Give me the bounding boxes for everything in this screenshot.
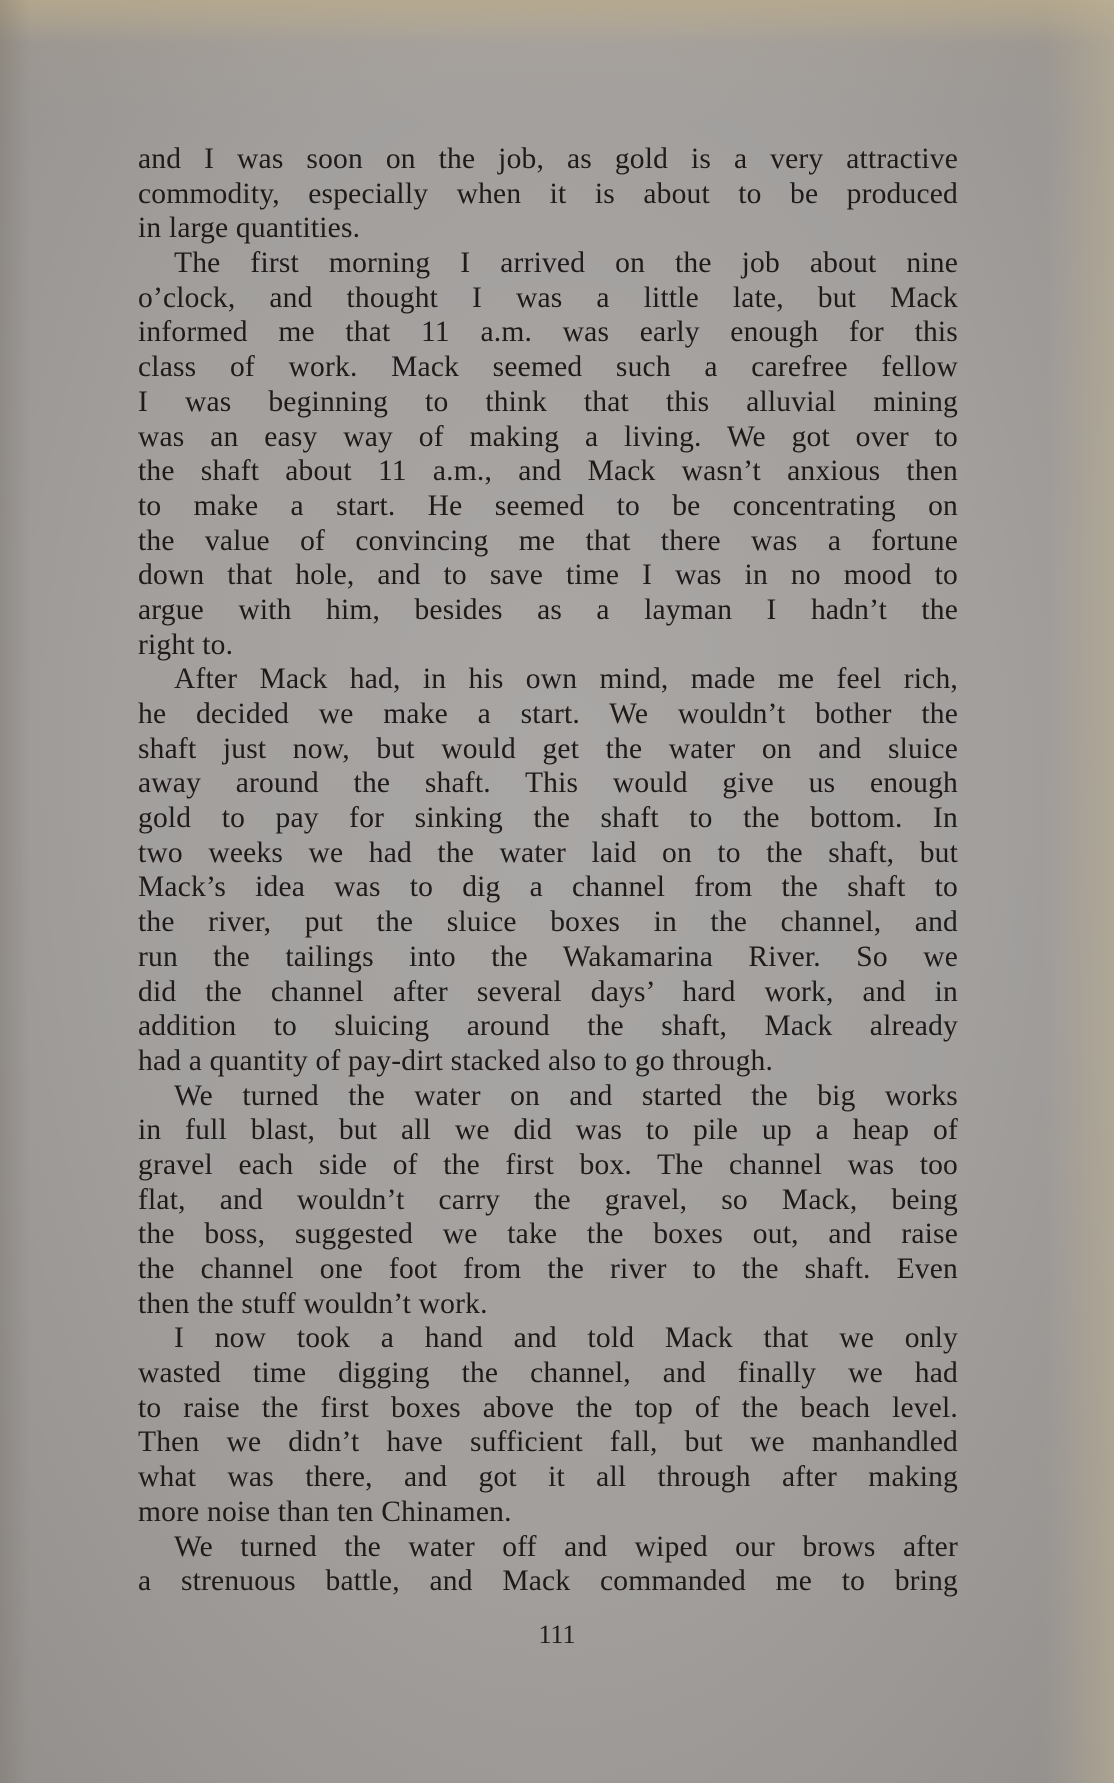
- text-line: The first morning I arrived on the job about nine: [174, 247, 958, 280]
- text-line: flat, and wouldn’t carry the gravel, so Mack, being: [138, 1183, 958, 1216]
- text-line: what was there, and got it all through after making: [138, 1461, 958, 1494]
- text-line: class of work. Mack seemed such a carefree fellow: [138, 351, 958, 384]
- text-line: away around the shaft. This would give us enough: [138, 767, 958, 800]
- text-line: informed me that 11 a.m. was early enough for this: [138, 316, 958, 349]
- text-line: gravel each side of the first box. The channel was too: [138, 1148, 958, 1181]
- text-line: addition to sluicing around the shaft, Mack already: [138, 1010, 958, 1043]
- text-line: I now took a hand and told Mack that we only: [174, 1322, 958, 1355]
- paragraph: [138, 1079, 958, 1322]
- text-line: the boss, suggested we take the boxes out, and raise: [138, 1218, 958, 1251]
- text-line: in full blast, but all we did was to pile up a heap of: [138, 1114, 958, 1147]
- text-line: then the stuff wouldn’t work.: [138, 1287, 488, 1320]
- paragraph: [138, 1530, 958, 1599]
- text-line: a strenuous battle, and Mack commanded me to bring: [138, 1565, 958, 1598]
- text-line: I was beginning to think that this alluvial mining: [138, 385, 958, 418]
- text-line: he decided we make a start. We wouldn’t bother the: [138, 698, 958, 730]
- paragraph: [138, 142, 958, 246]
- paragraph: [138, 1321, 958, 1529]
- text-line: run the tailings into the Wakamarina River. So we: [138, 940, 958, 973]
- text-line: down that hole, and to save time I was in no mood to: [138, 559, 958, 592]
- text-line: Mack’s idea was to dig a channel from the shaft to: [138, 871, 958, 904]
- text-line: Then we didn’t have sufficient fall, but we manhandled: [138, 1426, 958, 1459]
- paragraph: [138, 246, 958, 662]
- text-line: and I was soon on the job, as gold is a very attractive: [138, 143, 958, 175]
- page-number: 111: [538, 1620, 576, 1649]
- page-right-discoloration: [1044, 0, 1114, 1783]
- page-body-text: [138, 142, 958, 1599]
- paragraph: [138, 662, 958, 1078]
- text-line: more noise than ten Chinamen.: [138, 1495, 512, 1528]
- text-line: the river, put the sluice boxes in the channel, and: [138, 906, 958, 939]
- text-line: the shaft about 11 a.m., and Mack wasn’t anxious then: [138, 455, 958, 488]
- text-line: gold to pay for sinking the shaft to the bottom. In: [138, 802, 958, 835]
- text-line: did the channel after several days’ hard work, and in: [138, 975, 958, 1008]
- text-line: was an easy way of making a living. We got over to: [138, 420, 958, 453]
- text-line: had a quantity of pay-dirt stacked also to go through.: [138, 1044, 774, 1077]
- text-line: right to.: [138, 628, 234, 661]
- text-line: commodity, especially when it is about to be produced: [138, 177, 958, 210]
- text-line: to make a start. He seemed to be concentrating on: [138, 489, 958, 522]
- text-line: to raise the first boxes above the top of the beach level.: [138, 1391, 958, 1424]
- text-line: shaft just now, but would get the water on and sluice: [138, 732, 958, 765]
- text-line: We turned the water on and started the big works: [174, 1079, 958, 1112]
- text-line: argue with him, besides as a layman I hadn’t the: [138, 593, 958, 626]
- page-left-shadow: [0, 0, 30, 1783]
- text-line: in large quantities.: [138, 212, 361, 245]
- text-line: the channel one foot from the river to the shaft. Even: [138, 1253, 958, 1285]
- text-line: the value of convincing me that there was a fortune: [138, 524, 958, 557]
- text-line: After Mack had, in his own mind, made me feel rich,: [174, 663, 958, 696]
- text-line: We turned the water off and wiped our brows after: [174, 1530, 958, 1563]
- text-line: two weeks we had the water laid on to the shaft, but: [138, 836, 958, 869]
- text-line: wasted time digging the channel, and finally we had: [138, 1357, 958, 1390]
- text-line: o’clock, and thought I was a little late, but Mack: [138, 281, 958, 314]
- page-top-discoloration: [0, 0, 1114, 44]
